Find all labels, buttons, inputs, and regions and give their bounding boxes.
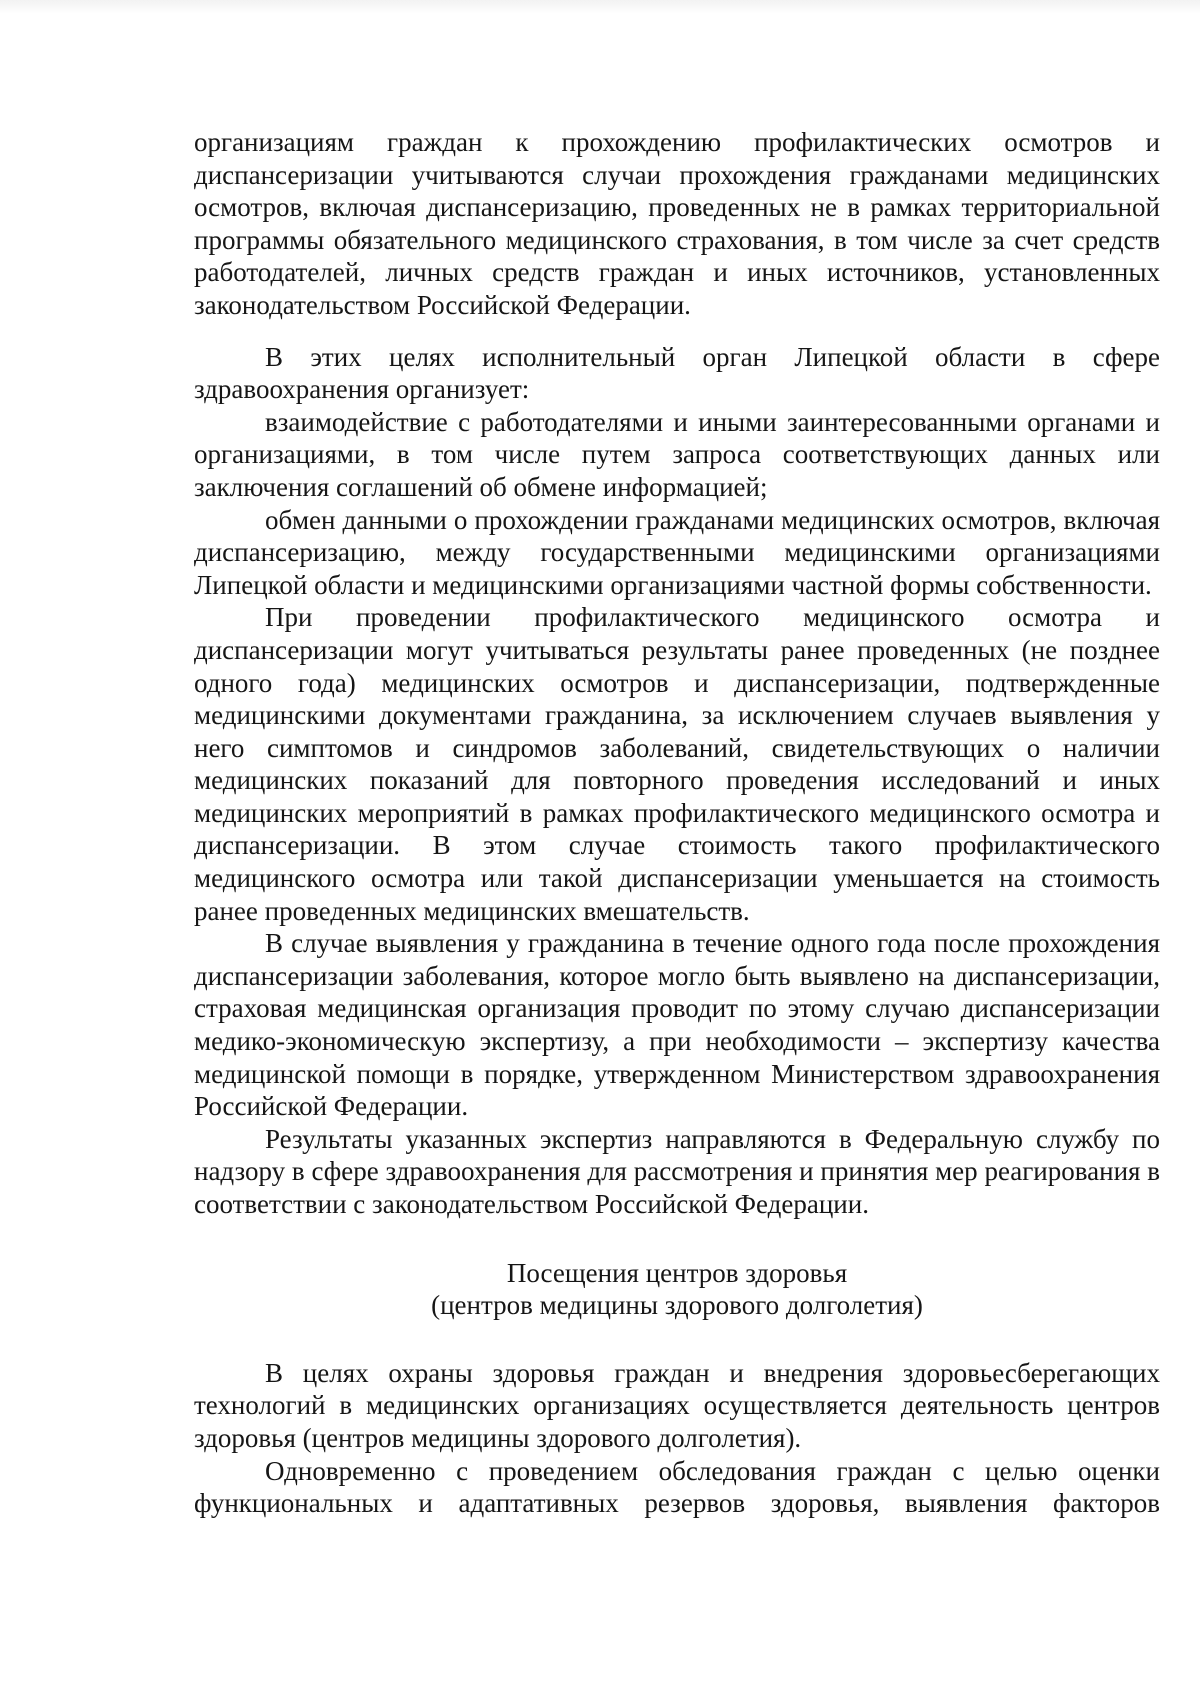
section-heading	[194, 1257, 1160, 1322]
paragraph-continuation: организациям граждан к прохождению профилактических осмотров и диспансеризации учитываются случаи прохождения гражданами медицинских осмотров, включая диспансеризацию, проведенных не в рамках территориальной программы обязательного медицинского страхования, в том числе за счет средств работодателей, личных средств граждан и иных источников, установленных законодательством Российской Федерации.	[194, 127, 1160, 320]
paragraph-data-exchange: обмен данными о прохождении гражданами медицинских осмотров, включая диспансеризацию, между государственными медицинскими организациями Липецкой области и медицинскими организациями частной формы собственности.	[194, 504, 1160, 600]
paragraph-prior-results: При проведении профилактического медицинского осмотра и диспансеризации могут учитываться результаты ранее проведенных (не позднее одного года) медицинских осмотров и диспансеризации, подтвержденные медицинскими документами гражданина, за исключением случаев выявления у него симптомов и синдромов заболеваний, свидетельствующих о наличии медицинских показаний для повторного проведения исследований и иных медицинских мероприятий в рамках профилактического медицинского осмотра и диспансеризации. В этом случае стоимость такого профилактического медицинского осмотра или такой диспансеризации уменьшается на стоимость ранее проведенных медицинских вмешательств.	[194, 602, 1160, 926]
paragraph-examination: Одновременно с проведением обследования граждан с целью оценки функциональных и адаптативных резервов здоровья, выявления факторов	[194, 1455, 1160, 1519]
document-page	[194, 126, 1160, 1520]
paragraph-health-centers: В целях охраны здоровья граждан и внедрения здоровьесберегающих технологий в медицинских организациях осуществляется деятельность центров здоровья (центров медицины здорового долголетия).	[194, 1357, 1160, 1453]
paragraph-interaction: взаимодействие с работодателями и иными заинтересованными органами и организациями, в том числе путем запроса соответствующих данных или заключения соглашений об обмене информацией;	[194, 406, 1160, 502]
scan-edge	[0, 0, 1200, 14]
paragraph-goals: В этих целях исполнительный орган Липецкой области в сфере здравоохранения организует:	[194, 341, 1160, 405]
paragraph-disease-detection: В случае выявления у гражданина в течение одного года после прохождения диспансеризации заболевания, которое могло быть выявлено на диспансеризации, страховая медицинская организация проводит по этому случаю диспансеризации медико-экономическую экспертизу, а при необходимости – экспертизу качества медицинской помощи в порядке, утвержденном Министерством здравоохранения Российской Федерации.	[194, 928, 1160, 1122]
paragraph-expertise-results: Результаты указанных экспертиз направляются в Федеральную службу по надзору в сфере здравоохранения для рассмотрения и принятия мер реагирования в соответствии с законодательством Российской Федерации.	[194, 1123, 1160, 1219]
section-heading-line-1: Посещения центров здоровья	[506, 1257, 848, 1288]
section-heading-line-2: (центров медицины здорового долголетия)	[431, 1290, 923, 1321]
